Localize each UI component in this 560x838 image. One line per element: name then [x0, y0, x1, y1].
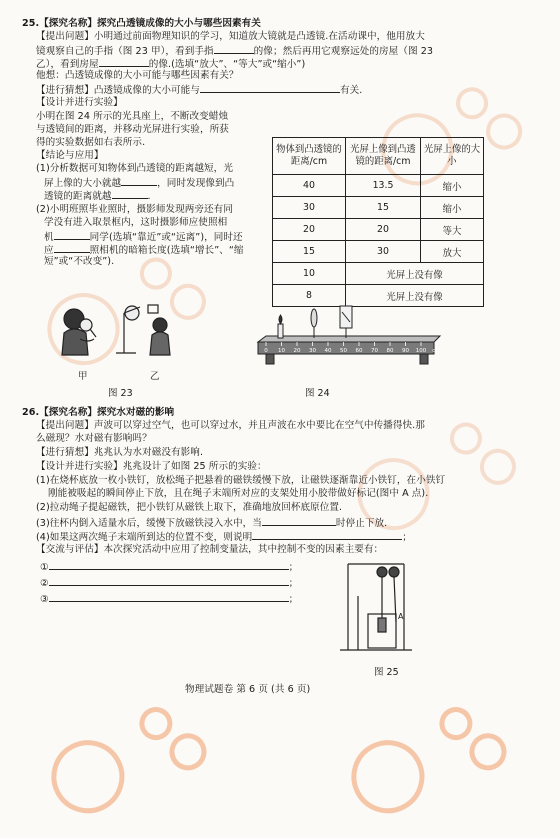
q26-text-part: (3)往杯内倒入适量水后，缓慢下放磁铁浸入水中，当 [36, 518, 262, 529]
watermark-logo-icon [330, 690, 530, 830]
q26-text: 【交流与评估】本次探究活动中应用了控制变量法，其中控制不变的因素主要有： [36, 544, 384, 555]
figure-24-optical-bench [252, 300, 442, 370]
q25-text: 与透镜间的距离，并移动光屏进行实验，所获 [36, 124, 229, 135]
q25-section: 【设计并进行实验】 [36, 97, 123, 108]
q25-text-part: 乙），看到房屋 [36, 59, 99, 70]
data-table [272, 137, 484, 307]
watermark-logo-icon [30, 690, 230, 830]
q25-title: 25.【探究名称】探究凸透镜成像的大小与哪些因素有关 [22, 18, 261, 29]
q26-text-part: ； [402, 532, 412, 543]
figure-24-caption: 图 24 [305, 388, 330, 399]
q25-text-part: 同学(选填“靠近”或“远离”)，同时还 [89, 232, 243, 243]
q25-text: 【提出问题】小明通过前面物理知识的学习，知道放大镜就是凸透镜.在活动课中，他用放大 [36, 31, 425, 42]
q26-text-part: (4)如果这两次绳子末端所到达的位置不变，则说明 [36, 532, 253, 543]
q25-text [36, 83, 362, 97]
q25-text: (2)小明班照毕业照时，摄影师发现两旁还有同 [36, 204, 233, 215]
q26-text: (1)在烧杯底放一枚小铁钉，放松绳子把悬着的磁铁缓慢下放，让磁铁逐渐靠近小铁钉，在小铁钉 [36, 475, 446, 486]
figure-25-caption: 图 25 [374, 667, 399, 678]
ruler-tick-label: 30 [309, 348, 316, 354]
table-header: 光屏上像到凸透镜的距离/cm [346, 138, 421, 175]
ruler-tick-label: 20 [293, 348, 301, 354]
answer-line-1 [40, 560, 298, 574]
table-cell: 13.5 [346, 175, 421, 197]
q25-text-part: 【进行猜想】凸透镜成像的大小可能与 [36, 85, 200, 96]
q26-text: 【进行猜想】兆兆认为水对磁没有影响. [36, 447, 204, 458]
q25-text-part: 透镜的距离就越 [44, 191, 112, 202]
q25-text-part: . [147, 191, 151, 202]
table-cell: 30 [346, 241, 421, 263]
table-cell: 40 [273, 175, 346, 197]
q25-text-part: 镜观察自己的手指（图 23 甲），看到手指 [36, 46, 214, 57]
table-cell: 30 [273, 197, 346, 219]
table-cell: 放大 [421, 241, 484, 263]
table-row [273, 197, 484, 219]
answer-blank[interactable] [99, 57, 149, 67]
q25-text: 短”或“不改变”). [44, 256, 115, 267]
figure-25-apparatus [338, 560, 418, 660]
table-row [273, 219, 484, 241]
q25-text: 学没有进入取景框内，这时摄影师应使照相 [44, 217, 228, 228]
q25-section: 【结论与应用】 [36, 150, 104, 161]
q25-text-part: 应 [44, 245, 54, 256]
q25-text [44, 230, 243, 244]
answer-line-2 [40, 576, 298, 590]
q26-text: 【提出问题】声波可以穿过空气，也可以穿过水，并且声波在水中要比在空气中传播得快.那 [36, 420, 425, 431]
answer-line-3 [40, 592, 298, 606]
q26-text: 刚能被吸起的瞬间停止下放，且在绳子末端所对应的支架处用小胶带做好标记(图中 A 点). [48, 488, 429, 499]
q25-text: 他想：凸透镜成像的大小可能与哪些因素有关？ [36, 70, 239, 81]
table-cell-merged: 光屏上没有像 [346, 285, 484, 307]
figure-23-caption: 图 23 [108, 388, 133, 399]
watermark-bottom-right [330, 690, 530, 834]
figure-23-label-yi: 乙 [150, 371, 160, 382]
ruler-tick-label: 0 [264, 348, 268, 354]
q25-text-part: 屏上像的大小就越 [44, 178, 122, 189]
figure-23-illustration [52, 295, 192, 375]
table-row [273, 175, 484, 197]
q26-text-part: 时停止下放. [335, 518, 388, 529]
answer-blank[interactable] [49, 592, 289, 602]
answer-blank[interactable] [252, 530, 402, 540]
q25-text [44, 243, 244, 257]
q26-title: 26.【探究名称】探究水对磁的影响 [22, 407, 175, 418]
q25-text-part: 的像.(选填“放大”、“等大”或“缩小”) [148, 59, 306, 70]
table-cell: 等大 [421, 219, 484, 241]
q26-text: 么磁现？水对磁有影响吗？ [36, 433, 152, 444]
q25-text [36, 44, 433, 58]
q25-text [36, 57, 305, 71]
q26-text [36, 516, 387, 530]
ruler-tick-label: 60 [355, 348, 363, 354]
table-cell: 20 [346, 219, 421, 241]
q25-text-part: 有关. [339, 85, 363, 96]
answer-separator: ； [288, 562, 299, 573]
point-a-label: A [398, 612, 404, 621]
table-cell: 15 [273, 241, 346, 263]
table-cell-merged: 光屏上没有像 [346, 263, 484, 285]
answer-separator: ； [288, 578, 299, 589]
table-row [273, 241, 484, 263]
ruler-tick-label: 80 [386, 348, 394, 354]
ruler-tick-label: 10 [278, 348, 285, 354]
table-header: 光屏上像的大小 [421, 138, 484, 175]
answer-blank[interactable] [112, 189, 148, 199]
q25-text-part: ，同时发现像到凸 [157, 178, 235, 189]
answer-separator: ； [288, 594, 299, 605]
table-cell: 15 [346, 197, 421, 219]
q26-text [36, 530, 412, 544]
ruler-tick-label: cm [432, 348, 441, 354]
table-cell: 缩小 [421, 175, 484, 197]
q25-text-part: 照相机的暗箱长度(选填“增长”、“缩 [89, 245, 244, 256]
table-cell: 20 [273, 219, 346, 241]
q26-text: 【设计并进行实验】兆兆设计了如图 25 所示的实验： [36, 461, 267, 472]
page-footer: 物理试题卷 第 6 页 (共 6 页) [185, 684, 311, 695]
answer-blank[interactable] [54, 230, 90, 240]
ruler-tick-label: 40 [324, 348, 332, 354]
q26-text: (2)拉动绳子提起磁铁，把小铁钉从磁铁上取下，准确地放回杯底原位置. [36, 502, 343, 513]
ruler-tick-label: 70 [371, 348, 378, 354]
table-cell: 10 [273, 263, 346, 285]
answer-blank[interactable] [49, 560, 289, 570]
q25-text-part: 的像；然后再用它观察远处的房屋（图 23 [253, 46, 434, 57]
table-cell: 缩小 [421, 197, 484, 219]
answer-blank[interactable] [214, 44, 254, 54]
q25-text [44, 176, 234, 190]
answer-marker: ② [40, 578, 49, 589]
table-row [273, 263, 484, 285]
watermark-bottom-left [30, 690, 230, 834]
answer-blank[interactable] [262, 516, 336, 526]
table-cell: 8 [273, 285, 346, 307]
q25-text: (1)分析数据可知物体到凸透镜的距离越短，光 [36, 163, 233, 174]
answer-marker: ① [40, 562, 49, 573]
q25-text-part: 机 [44, 232, 54, 243]
table-header: 物体到凸透镜的距离/cm [273, 138, 346, 175]
table-header-row [273, 138, 484, 175]
ruler-tick-label: 90 [402, 348, 409, 354]
ruler-tick-label: 100 [415, 348, 427, 354]
answer-blank[interactable] [121, 176, 157, 186]
answer-blank[interactable] [200, 83, 340, 93]
q25-text [44, 189, 151, 203]
q25-text: 得的实验数据如右表所示. [36, 137, 146, 148]
figure-23-label-jia: 甲 [78, 371, 88, 382]
answer-marker: ③ [40, 594, 49, 605]
q25-text: 小明在图 24 所示的光具座上，不断改变蜡烛 [36, 111, 229, 122]
answer-blank[interactable] [49, 576, 289, 586]
answer-blank[interactable] [54, 243, 90, 253]
ruler-tick-label: 50 [340, 348, 347, 354]
